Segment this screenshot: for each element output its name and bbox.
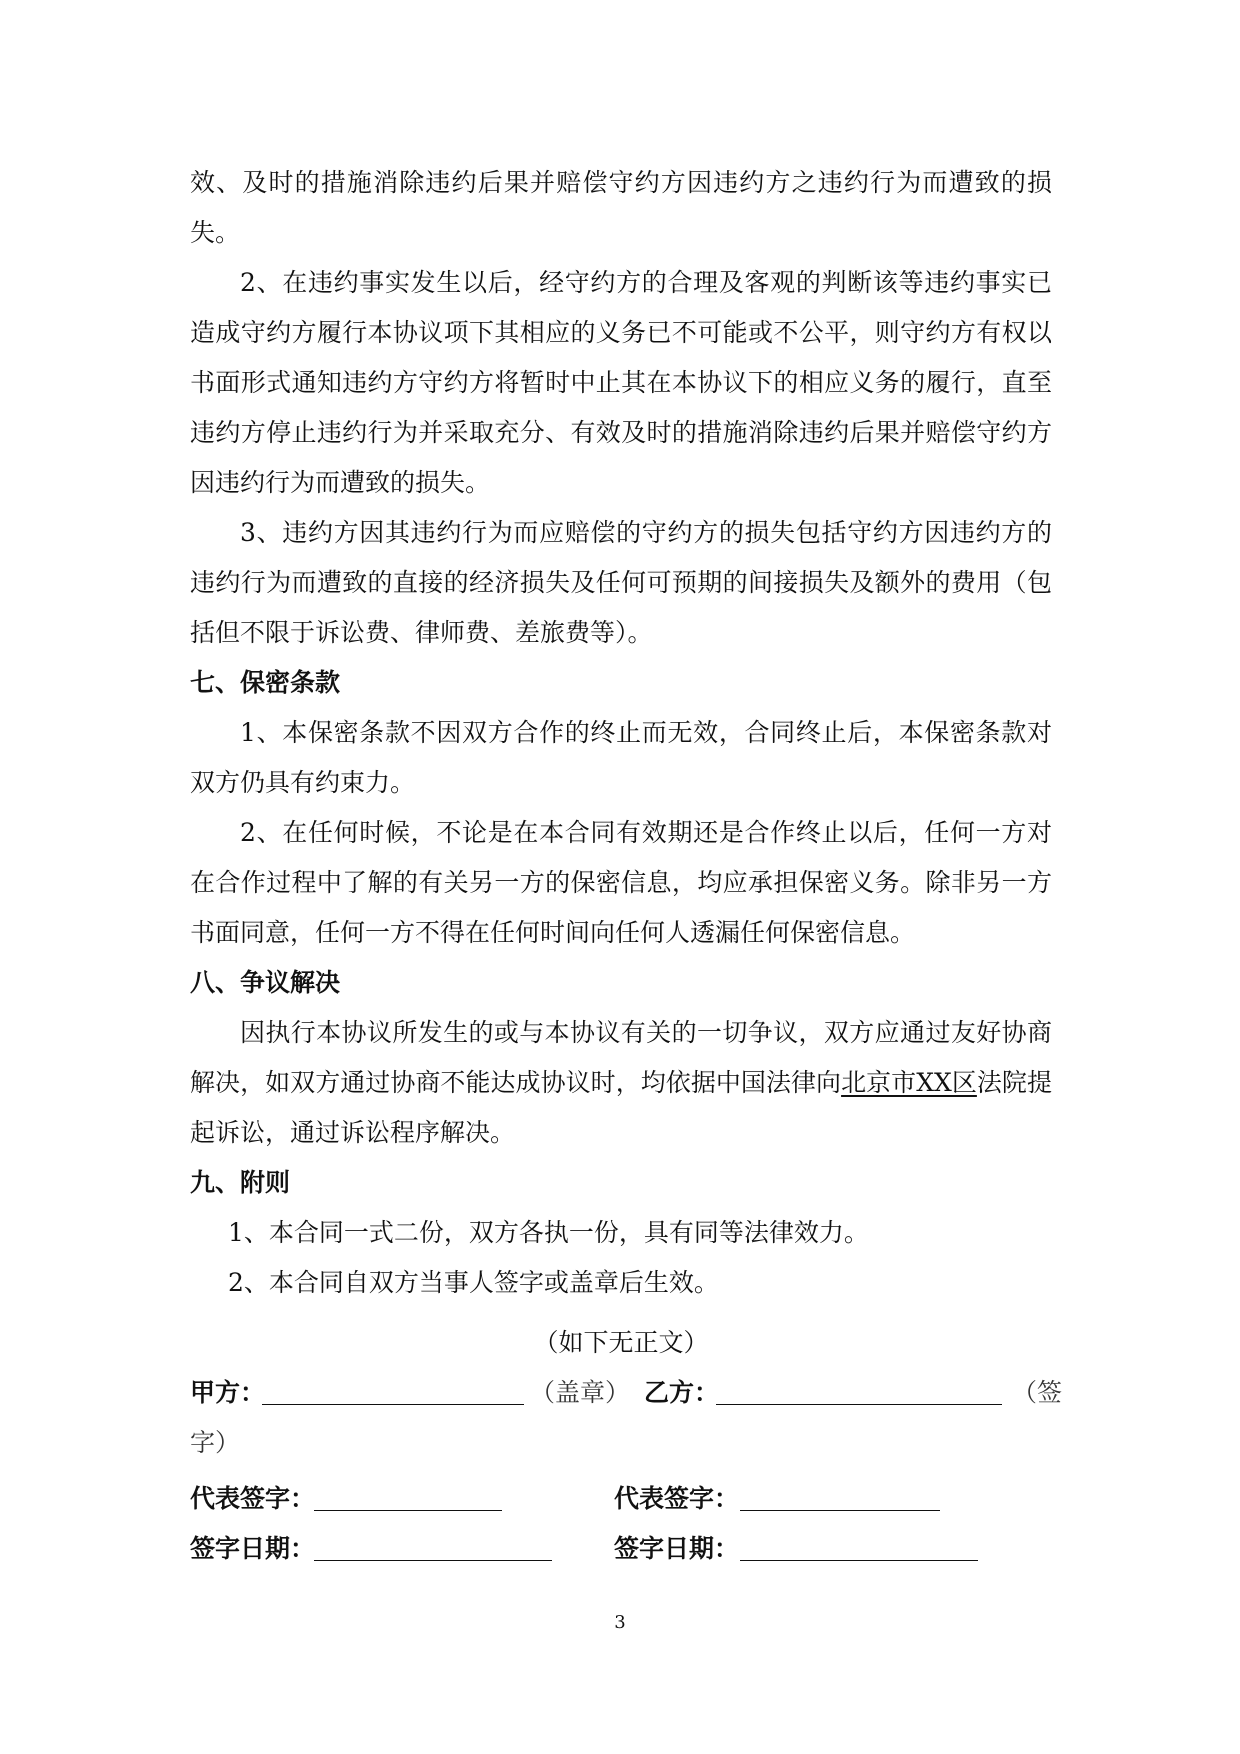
court-name: 北京市XX区 (841, 1068, 977, 1097)
party-a-label: 甲方： (190, 1378, 266, 1407)
sign-date-label-a: 签字日期： (190, 1534, 316, 1563)
paragraph-breach-3: 3、违约方因其违约行为而应赔偿的守约方的损失包括守约方因违约方的违约行为而遭致的直接的经济损失及任何可预期的间接损失及额外的费用（包括但不限于诉讼费、律师费、差旅费等）。 (190, 518, 1052, 647)
paragraph-confidentiality-2: 2、在任何时候，不论是在本合同有效期还是合作终止以后，任何一方对在合作过程中了解的有关另一方的保密信息，均应承担保密义务。除非另一方书面同意，任何一方不得在任何时间向任何人透漏任何保密信息。 (190, 818, 1052, 947)
rep-sign-label-a: 代表签字： (190, 1484, 316, 1513)
paragraph-breach-2: 2、在违约事实发生以后，经守约方的合理及客观的判断该等违约事实已造成守约方履行本协议项下其相应的义务已不可能或不公平，则守约方有权以书面形式通知违约方守约方将暂时中止其在本协议下的相应义务的履行，直至违约方停止违约行为并采取充分、有效及时的措施消除违约后果并赔偿守约方因违约行为而遭致的损失。 (190, 268, 1052, 497)
sign-date-line-b (740, 1560, 978, 1561)
representative-signature-row (190, 1474, 1052, 1524)
section-heading-supplementary: 九、附则 (190, 1168, 291, 1197)
party-b-sign-note-end: 字） (190, 1428, 241, 1457)
party-b-signature-line (716, 1404, 1002, 1405)
paragraph-supplementary-2: 2、本合同自双方当事人签字或盖章后生效。 (228, 1268, 719, 1297)
section-heading-dispute: 八、争议解决 (190, 968, 341, 997)
sign-date-line-a (314, 1560, 552, 1561)
rep-sign-line-a (314, 1510, 502, 1511)
party-a-seal-note: （盖章） (530, 1378, 631, 1407)
party-b-label: 乙方： (644, 1378, 720, 1407)
rep-sign-line-b (740, 1510, 940, 1511)
dispute-text-after: 法院提起诉讼，通过诉讼程序解决。 (190, 1068, 1052, 1147)
paragraph-supplementary-1: 1、本合同一式二份，双方各执一份，具有同等法律效力。 (228, 1218, 869, 1247)
paragraph-continuation: 效、及时的措施消除违约后果并赔偿守约方因违约方之违约行为而遭致的损失。 (190, 168, 1052, 247)
party-signature-row (190, 1368, 1063, 1418)
document-page (190, 158, 1063, 1574)
section-heading-confidentiality: 七、保密条款 (190, 668, 341, 697)
dispute-text-before: 因执行本协议所发生的或与本协议有关的一切争议，双方应通过友好协商解决，如双方通过协商不能达成协议时，均依据中国法律向 (190, 1018, 1052, 1097)
sign-date-row (190, 1524, 1052, 1574)
party-b-note-continuation-row (190, 1418, 1052, 1468)
page-number: 3 (614, 1612, 626, 1633)
party-a-signature-line (262, 1404, 524, 1405)
paragraph-dispute (190, 1008, 1052, 1158)
rep-sign-label-b: 代表签字： (614, 1484, 740, 1513)
party-b-sign-note: （签 (1012, 1378, 1063, 1407)
paragraph-confidentiality-1: 1、本保密条款不因双方合作的终止而无效，合同终止后，本保密条款对双方仍具有约束力。 (190, 718, 1052, 797)
sign-date-label-b: 签字日期： (614, 1534, 740, 1563)
no-more-text-note: （如下无正文） (533, 1328, 709, 1357)
